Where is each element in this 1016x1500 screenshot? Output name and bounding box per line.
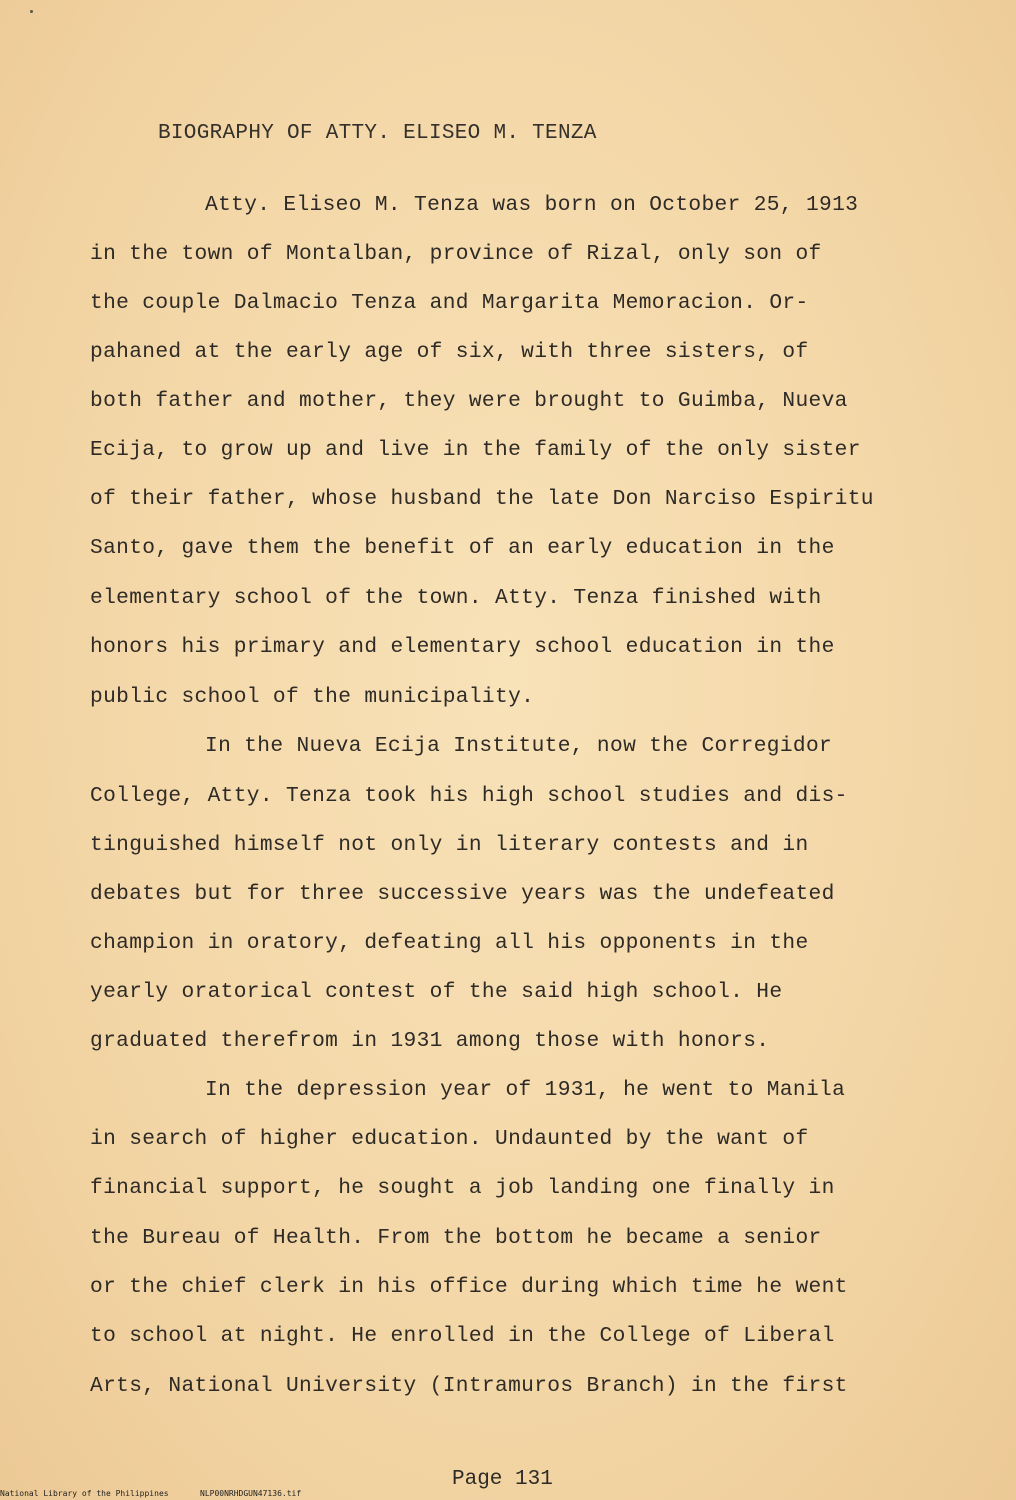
text-line: graduated therefrom in 1931 among those with honors. — [90, 1029, 770, 1053]
text-line: public school of the municipality. — [90, 685, 535, 709]
text-line: yearly oratorical contest of the said high school. He — [90, 980, 783, 1004]
text-line: tinguished himself not only in literary contests and in — [90, 833, 809, 857]
text-line: in search of higher education. Undaunted by the want of — [90, 1127, 809, 1151]
text-line: pahaned at the early age of six, with three sisters, of — [90, 340, 809, 364]
text-line: College, Atty. Tenza took his high school studies and dis- — [90, 784, 848, 808]
text-line: honors his primary and elementary school education in the — [90, 635, 835, 659]
text-line: or the chief clerk in his office during which time he went — [90, 1275, 848, 1299]
text-line: in the town of Montalban, province of Rizal, only son of — [90, 242, 822, 266]
text-line: of their father, whose husband the late Don Narciso Espiritu — [90, 487, 874, 511]
text-line: Ecija, to grow up and live in the family of the only sister — [90, 438, 861, 462]
scan-filename: NLP00NRHDGUN47136.tif — [200, 1489, 302, 1498]
text-line: the Bureau of Health. From the bottom he became a senior — [90, 1226, 822, 1250]
text-line: champion in oratory, defeating all his opponents in the — [90, 931, 809, 955]
stray-mark — [30, 10, 33, 13]
text-line: In the Nueva Ecija Institute, now the Corregidor — [205, 734, 833, 758]
text-line: both father and mother, they were brought to Guimba, Nueva — [90, 389, 848, 413]
text-line: debates but for three successive years was the undefeated — [90, 882, 835, 906]
library-credit: National Library of the Philippines — [0, 1489, 169, 1498]
page-number: Page 131 — [452, 1468, 553, 1491]
text-line: Arts, National University (Intramuros Branch) in the first — [90, 1374, 848, 1398]
text-line: Santo, gave them the benefit of an early education in the — [90, 536, 835, 560]
text-line: to school at night. He enrolled in the College of Liberal — [90, 1324, 835, 1348]
document-title: BIOGRAPHY OF ATTY. ELISEO M. TENZA — [158, 122, 597, 145]
text-line: the couple Dalmacio Tenza and Margarita Memoracion. Or- — [90, 291, 809, 315]
text-line: In the depression year of 1931, he went to Manila — [205, 1078, 846, 1102]
text-line: elementary school of the town. Atty. Tenza finished with — [90, 586, 822, 610]
text-line: Atty. Eliseo M. Tenza was born on October 25, 1913 — [205, 193, 859, 217]
text-line: financial support, he sought a job landing one finally in — [90, 1176, 835, 1200]
